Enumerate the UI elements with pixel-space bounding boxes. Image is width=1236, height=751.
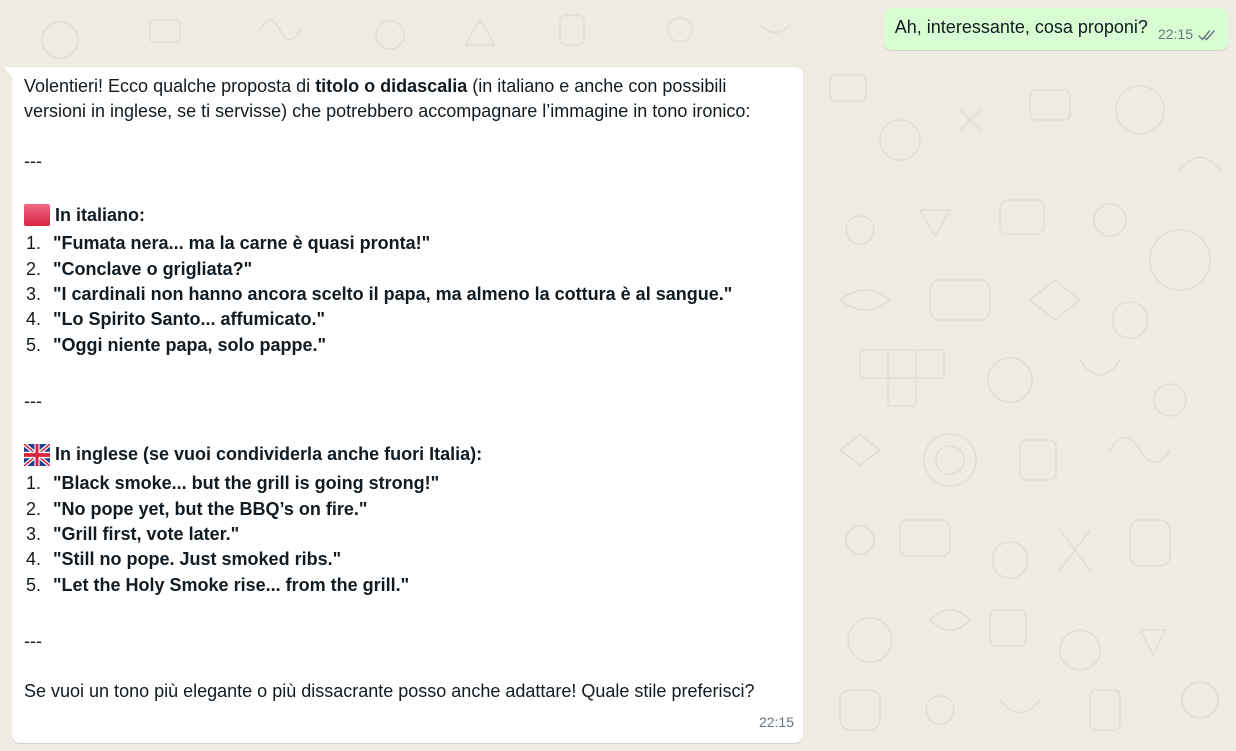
list-item [24,471,793,496]
intro-paragraph [24,74,793,124]
intro-text-start: Volentieri! Ecco qualche proposta di [24,76,316,96]
list-item-text: "Lo Spirito Santo... affumicato." [53,309,326,330]
list-item-number: 1. [25,233,41,254]
list-item [24,573,793,598]
uk-flag-icon [24,444,50,466]
list-item-text: "Still no pope. Just smoked ribs." [53,549,342,570]
list-item-number: 3. [25,283,41,304]
outgoing-message-text: Ah, interessante, cosa proponi? [894,17,1148,37]
list-item-number: 5. [25,334,41,355]
list-item [24,282,793,307]
spacer [24,358,793,389]
intro-text-bold: titolo o didascalia [315,76,468,96]
list-item-text: "Black smoke... but the grill is going strong!" [53,473,440,494]
list-item-number: 4. [25,309,41,330]
english-caption-list [24,471,793,598]
list-item [24,333,793,358]
section-italian-title: In italiano: [55,204,145,225]
list-item-text: "I cardinali non hanno ancora scelto il papa, ma almeno la cottura è al sangue." [53,283,733,304]
list-item-text: "No pope yet, but the BBQ’s on fire." [53,498,368,519]
list-item [24,231,793,256]
section-english-title: In inglese (se vuoi condividerla anche fuori Italia): [55,444,483,465]
italian-caption-list [24,231,793,358]
separator: --- [24,390,42,411]
red-square-icon [24,204,50,226]
spacer [24,654,793,679]
list-item-text: "Oggi niente papa, solo pappe." [53,334,327,355]
section-italian-heading [24,199,793,231]
list-item-text: "Fumata nera... ma la carne è quasi pronta!" [53,233,431,254]
list-item-text: "Let the Holy Smoke rise... from the grill." [53,574,410,595]
list-item-text: "Conclave o grigliata?" [53,258,253,279]
list-item [24,256,793,281]
spacer [24,124,793,149]
list-item-number: 5. [25,574,41,595]
incoming-message[interactable] [12,67,803,743]
section-english-heading [24,439,793,471]
closing-paragraph: Se vuoi un tono più elegante o più dissacrante posso anche adattare! Quale stile preferisci? [24,680,755,701]
list-item [24,547,793,572]
list-item-number: 4. [25,549,41,570]
list-item-number: 2. [25,498,41,519]
outgoing-message[interactable] [884,8,1228,50]
separator: --- [24,630,42,651]
spacer [24,174,793,199]
outgoing-message-meta [1158,26,1218,42]
incoming-message-time: 22:15 [758,714,794,730]
list-item-number: 3. [25,523,41,544]
list-item [24,307,793,332]
list-item [24,522,793,547]
list-item [24,496,793,521]
outgoing-message-time: 22:15 [1157,26,1193,42]
intro-text-end: (in italiano e anche con possibili versioni in inglese, se ti servisse) che potrebbero accompagnare l’immagine in tono ironico: [24,76,751,121]
list-item-number: 2. [25,258,41,279]
spacer [24,414,793,439]
separator: --- [24,151,42,171]
list-item-text: "Grill first, vote later." [53,523,240,544]
list-item-number: 1. [25,473,41,494]
spacer [24,598,793,629]
double-check-icon [1198,28,1218,40]
